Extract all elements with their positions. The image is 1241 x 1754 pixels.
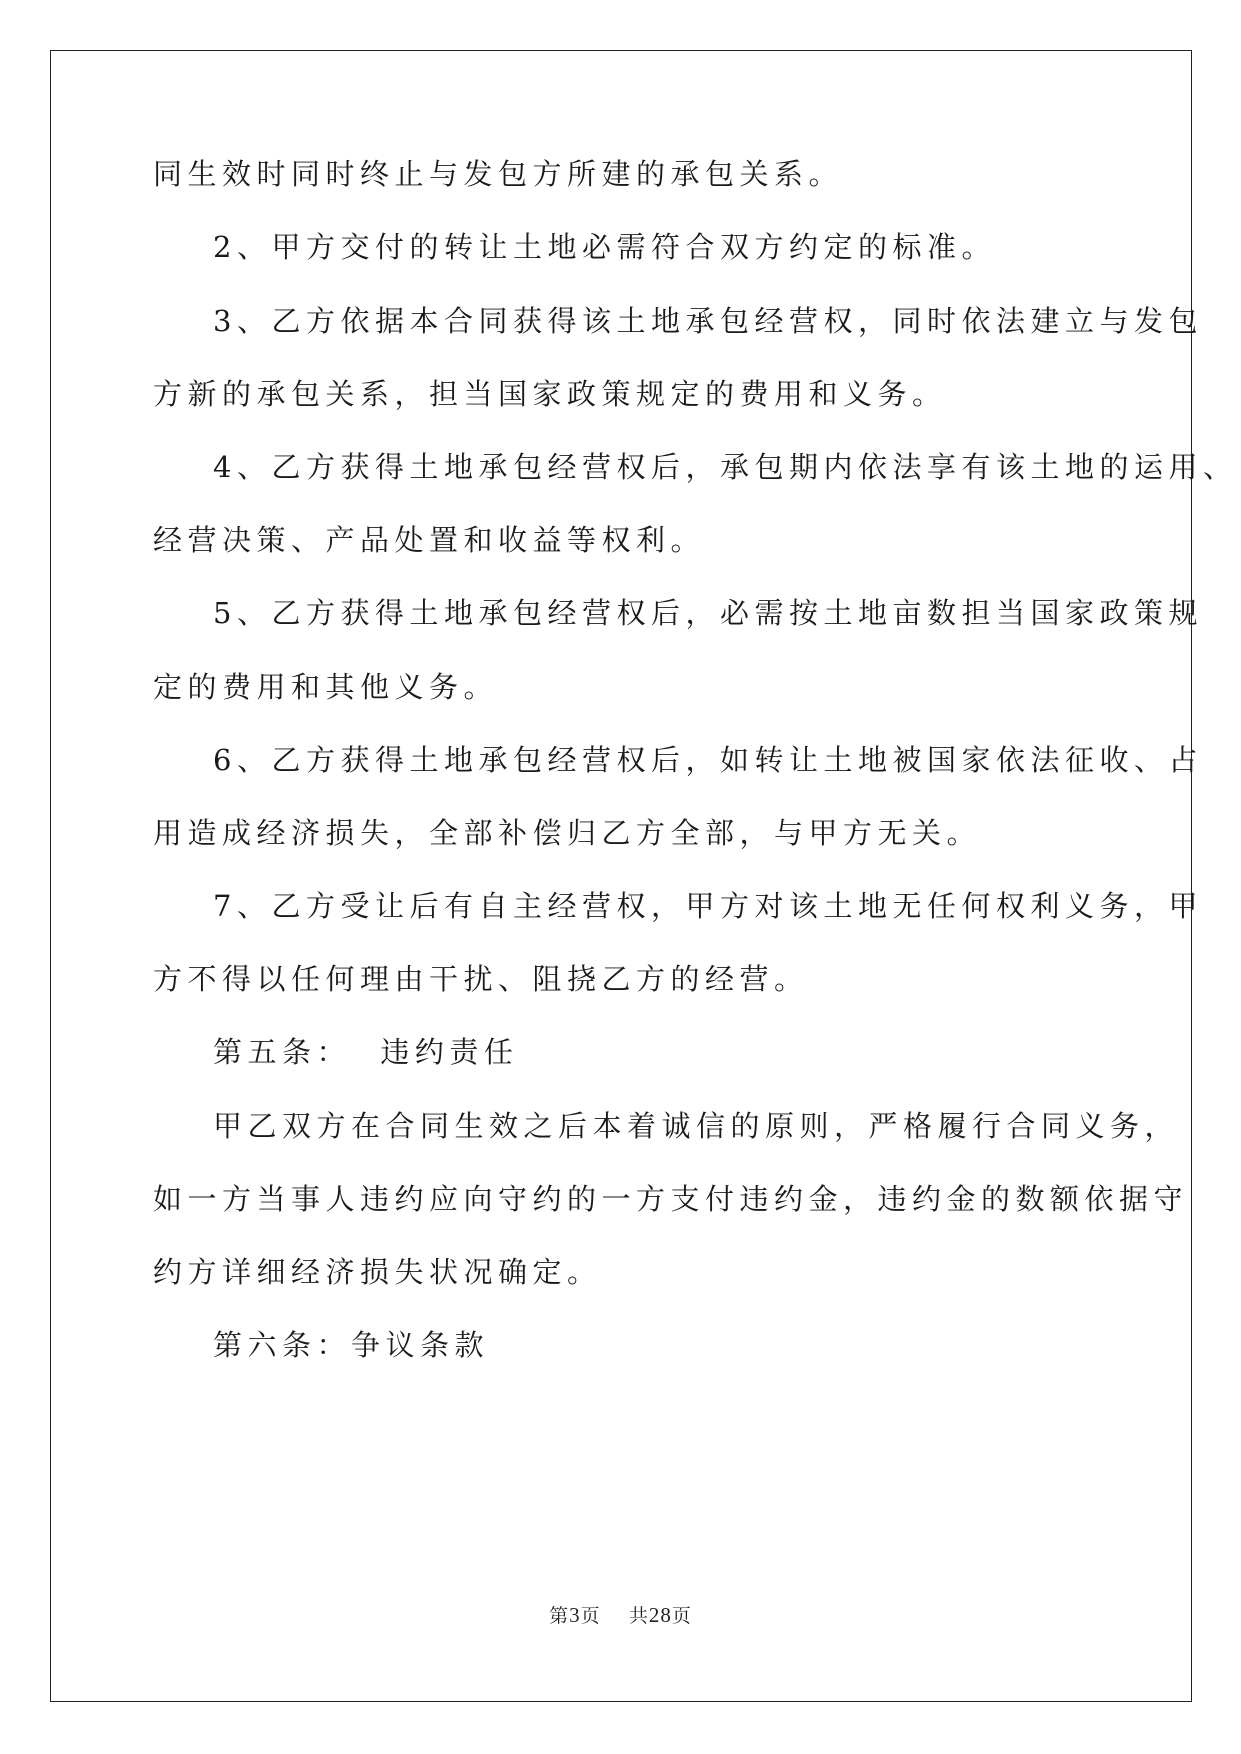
paragraph-line: 定的费用和其他义务。 — [153, 670, 499, 704]
paragraph-line: 4、乙方获得土地承包经营权后，承包期内依法享有该土地的运用、 — [213, 450, 1238, 484]
section-heading: 第五条： 违约责任 — [213, 1035, 519, 1069]
page-border — [50, 50, 1192, 1702]
paragraph-line: 6、乙方获得土地承包经营权后，如转让土地被国家依法征收、占 — [213, 743, 1203, 777]
paragraph-line: 甲乙双方在合同生效之后本着诚信的原则，严格履行合同义务， — [213, 1109, 1180, 1143]
paragraph-line: 经营决策、产品处置和收益等权利。 — [153, 523, 706, 557]
paragraph-line: 3、乙方依据本合同获得该土地承包经营权，同时依法建立与发包 — [213, 304, 1203, 338]
paragraph-line: 方新的承包关系，担当国家政策规定的费用和义务。 — [153, 377, 947, 411]
footer-total-suffix: 页 — [671, 1605, 692, 1627]
paragraph-line: 如一方当事人违约应向守约的一方支付违约金，违约金的数额依据守 — [153, 1182, 1189, 1216]
total-pages-number: 28 — [648, 1603, 672, 1627]
footer-prefix: 第 — [549, 1605, 570, 1627]
paragraph-line: 7、乙方受让后有自主经营权，甲方对该土地无任何权利义务，甲 — [213, 889, 1203, 923]
paragraph-line: 5、乙方获得土地承包经营权后，必需按土地亩数担当国家政策规 — [213, 596, 1203, 630]
paragraph-line: 用造成经济损失，全部补偿归乙方全部，与甲方无关。 — [153, 816, 982, 850]
paragraph-line: 2、甲方交付的转让土地必需符合双方约定的标准。 — [213, 230, 996, 264]
page-footer — [0, 1601, 1241, 1628]
paragraph-line: 方不得以任何理由干扰、阻挠乙方的经营。 — [153, 962, 809, 996]
paragraph-line: 约方详细经济损失状况确定。 — [153, 1255, 602, 1289]
current-page-number: 3 — [569, 1603, 581, 1627]
footer-total-prefix: 共 — [628, 1605, 649, 1627]
paragraph-line: 同生效时同时终止与发包方所建的承包关系。 — [153, 157, 844, 191]
section-heading: 第六条：争议条款 — [213, 1328, 490, 1362]
footer-page-word: 页 — [580, 1605, 601, 1627]
